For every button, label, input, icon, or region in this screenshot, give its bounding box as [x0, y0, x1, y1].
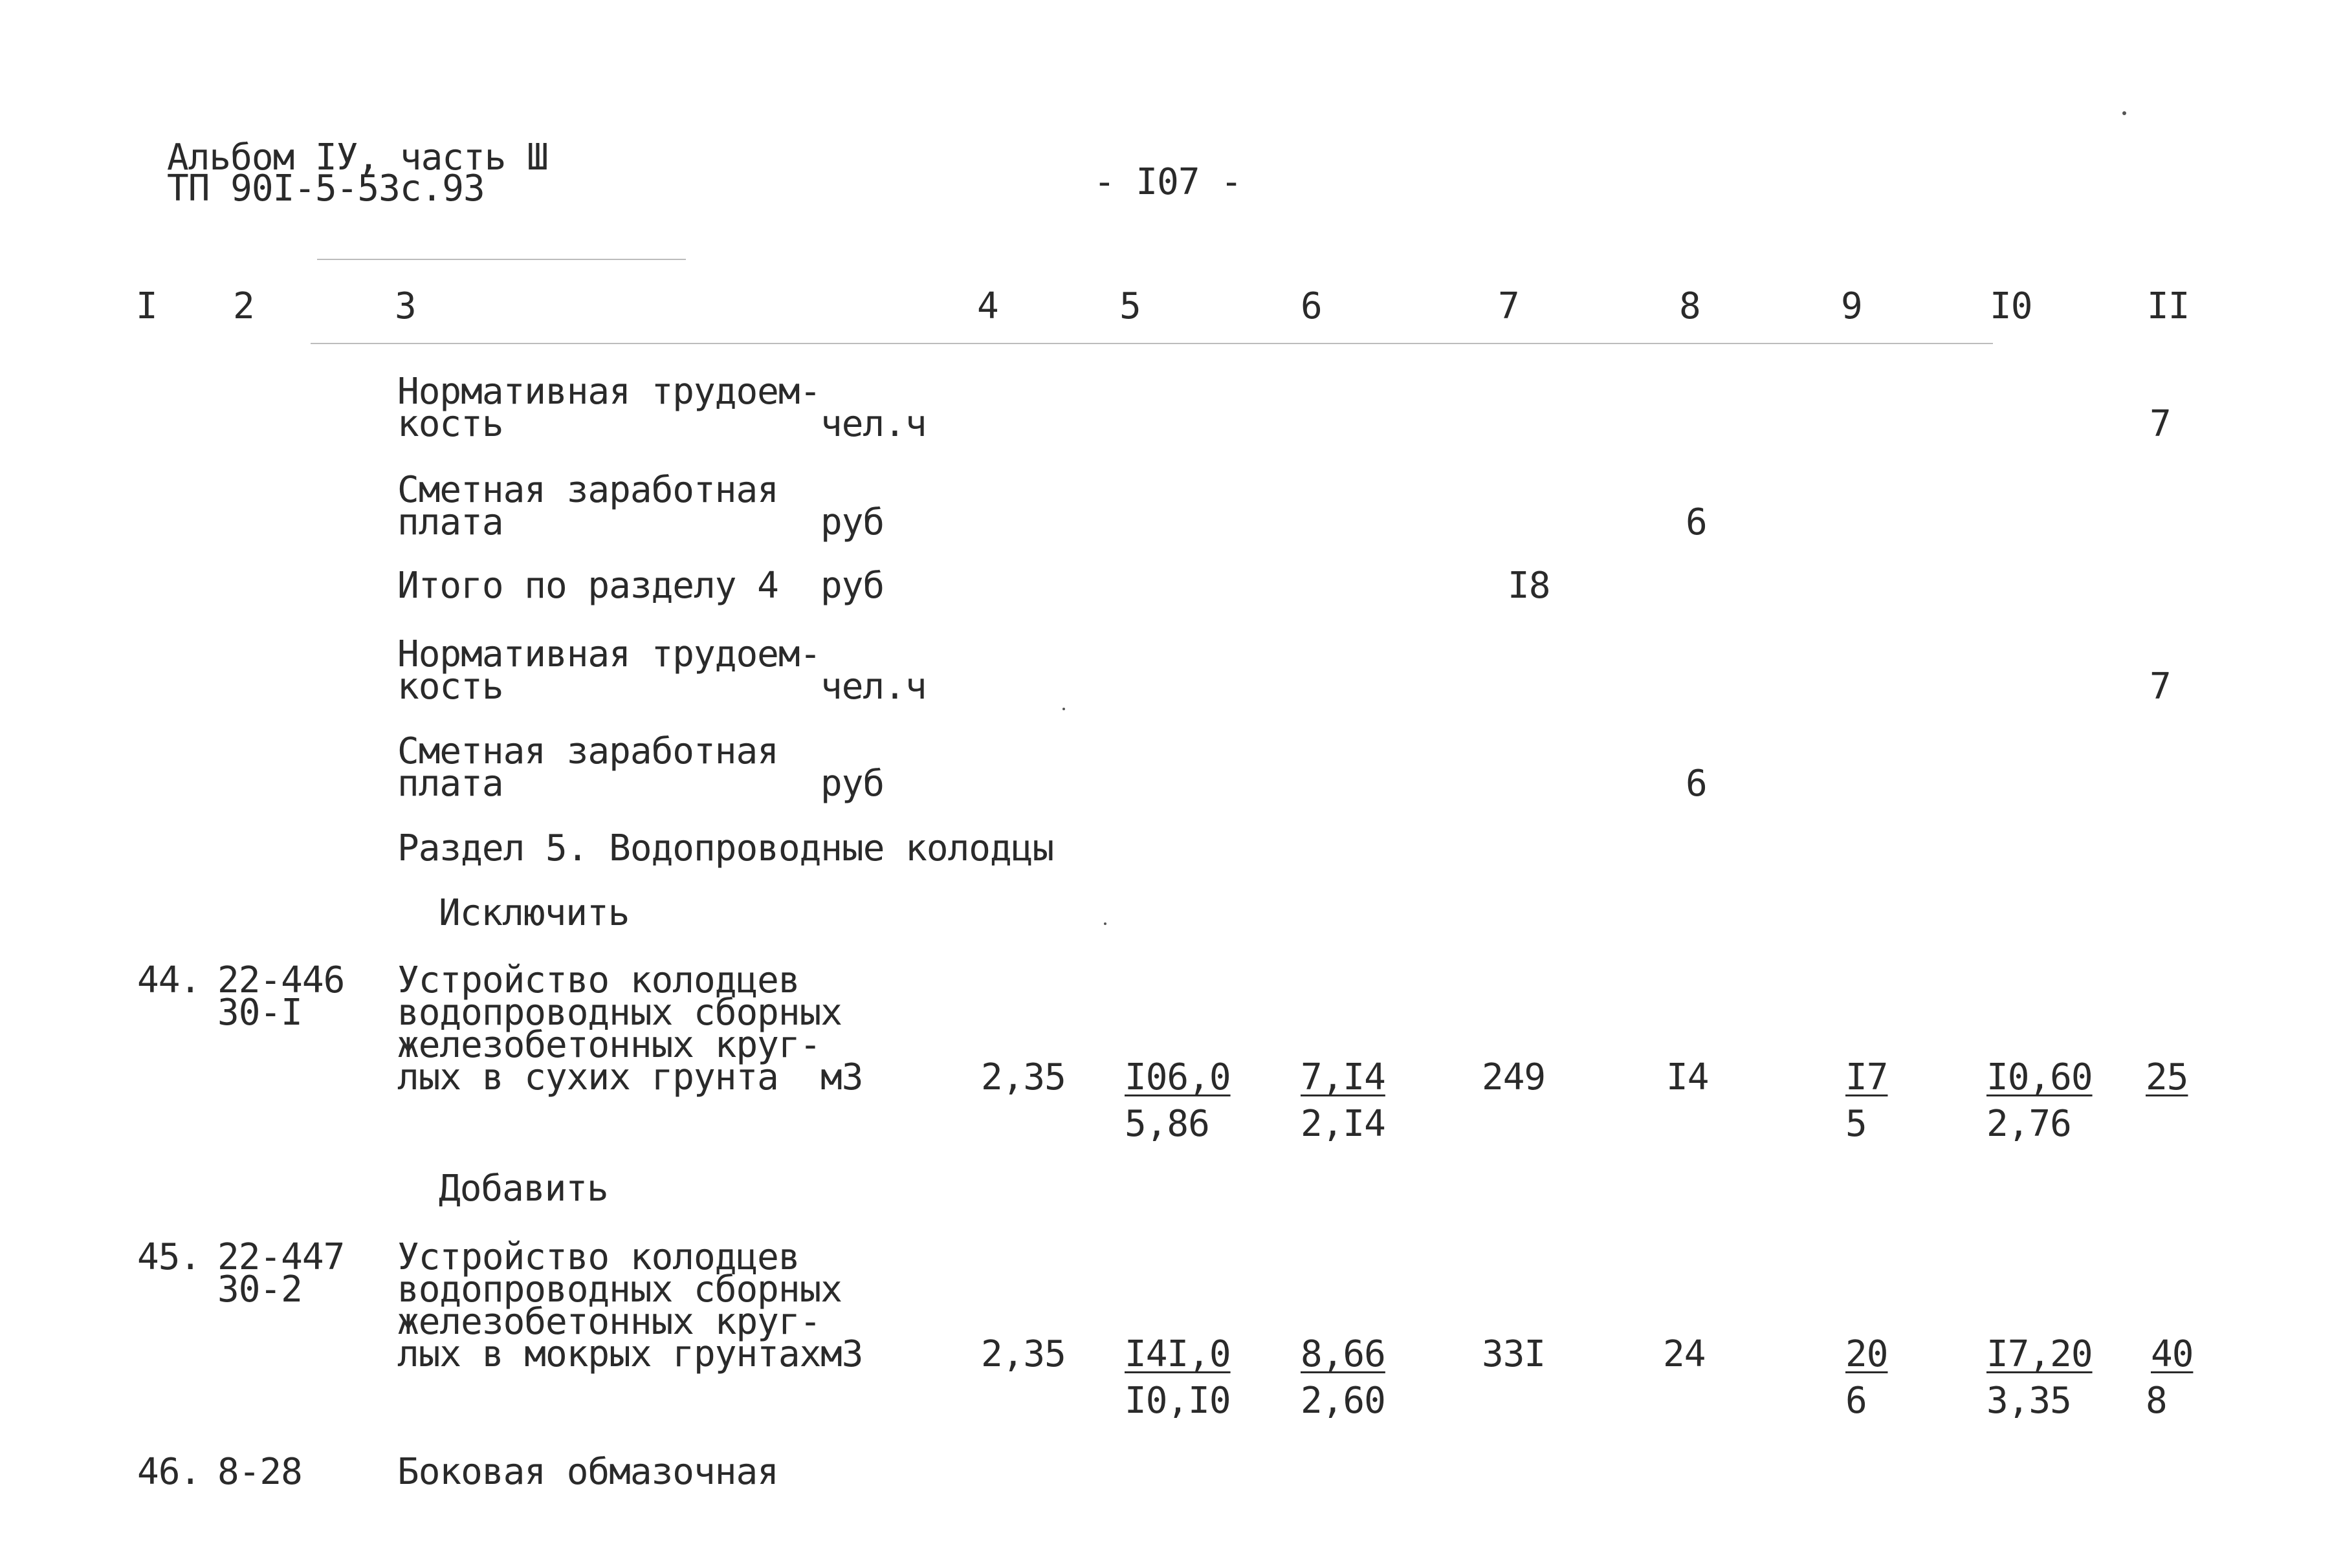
- row44-col7: 249: [1482, 1056, 1546, 1098]
- row44-col4: 2,35: [981, 1056, 1066, 1098]
- album-line: Альбом IУ, часть Ш: [167, 136, 548, 179]
- col-header-8: 8: [1679, 285, 1700, 327]
- col-header-3: 3: [395, 285, 416, 327]
- row44-col6-top: 7,I4: [1301, 1056, 1385, 1098]
- row44-col5-bottom: 5,86: [1125, 1103, 1209, 1145]
- header-rule-bottom: [311, 343, 1993, 344]
- row-labor2-name-1: Нормативная трудоем-: [397, 633, 821, 675]
- row-wages2-name-2: плата: [397, 763, 503, 805]
- row46-name: Боковая обмазочная: [397, 1451, 778, 1493]
- row-total-name: Итого по разделу 4: [397, 565, 778, 607]
- row45-col9-bottom: 6: [1845, 1380, 1867, 1422]
- row-wages2-name-1: Сметная заработная: [397, 730, 778, 772]
- row45-code-1: 22-447: [217, 1236, 345, 1278]
- row44-number: 44.: [137, 959, 201, 1001]
- row-wages-name-2: плата: [397, 501, 503, 543]
- row-labor-col11: 7: [2150, 403, 2171, 445]
- row44-col5-top: I06,0: [1125, 1056, 1231, 1098]
- row-total-col7: I8: [1508, 565, 1550, 607]
- row45-col8: 24: [1663, 1333, 1706, 1375]
- row45-col5-bottom: I0,I0: [1125, 1380, 1231, 1422]
- row-wages2-unit: руб: [820, 763, 885, 805]
- row-labor-name-1: Нормативная трудоем-: [397, 371, 821, 413]
- row-labor2-unit: чел.ч: [820, 666, 927, 708]
- col-header-4: 4: [977, 285, 998, 327]
- row44-code-2: 30-I: [217, 992, 302, 1034]
- scan-speck-3: [1104, 922, 1106, 925]
- row46-code: 8-28: [217, 1451, 302, 1493]
- row45-name-4: лых в мокрых грунтах: [397, 1333, 821, 1375]
- section-title: Раздел 5. Водопроводные колодцы: [397, 827, 1054, 869]
- row-wages2-col8: 6: [1686, 763, 1707, 805]
- row-total-unit: руб: [820, 565, 885, 607]
- row45-col11-bottom: 8: [2146, 1380, 2167, 1422]
- col-header-7: 7: [1498, 285, 1519, 327]
- row-wages-col8: 6: [1686, 501, 1707, 543]
- col-header-6: 6: [1301, 285, 1322, 327]
- row44-name-2: водопроводных сборных: [397, 992, 842, 1034]
- row44-col8: I4: [1666, 1056, 1709, 1098]
- row44-col6-bottom: 2,I4: [1301, 1103, 1385, 1145]
- row44-col10-top: I0,60: [1986, 1056, 2093, 1098]
- row45-number: 45.: [137, 1236, 201, 1278]
- row-labor-unit: чел.ч: [820, 403, 927, 445]
- row45-code-2: 30-2: [217, 1269, 302, 1311]
- header-rule-top: [317, 259, 686, 260]
- row44-name-3: железобетонных круг-: [397, 1024, 821, 1066]
- project-line: ТП 90I-5-53с.93: [167, 168, 485, 210]
- row44-col10-bottom: 2,76: [1986, 1103, 2071, 1145]
- col-header-11: II: [2147, 285, 2190, 327]
- row45-col11-top: 40: [2151, 1333, 2194, 1375]
- row44-code-1: 22-446: [217, 959, 345, 1001]
- row44-col9-top: I7: [1845, 1056, 1888, 1098]
- scan-speck: [2122, 111, 2126, 115]
- row45-col6-bottom: 2,60: [1301, 1380, 1385, 1422]
- row44-col9-bottom: 5: [1845, 1103, 1867, 1145]
- row44-unit: м3: [820, 1056, 863, 1098]
- row45-name-2: водопроводных сборных: [397, 1269, 842, 1311]
- row45-col10-bottom: 3,35: [1986, 1380, 2071, 1422]
- row45-col9-top: 20: [1845, 1333, 1888, 1375]
- col-header-5: 5: [1119, 285, 1141, 327]
- page-number: - I07 -: [1094, 161, 1242, 203]
- row-labor2-name-2: кость: [397, 666, 503, 708]
- add-label: Добавить: [439, 1168, 608, 1210]
- col-header-10: I0: [1990, 285, 2032, 327]
- col-header-9: 9: [1841, 285, 1862, 327]
- row45-col5-top: I4I,0: [1125, 1333, 1231, 1375]
- row45-col10-top: I7,20: [1986, 1333, 2093, 1375]
- row45-col6-top: 8,66: [1301, 1333, 1385, 1375]
- scan-speck-2: [1062, 708, 1065, 710]
- row45-col7: 33I: [1482, 1333, 1546, 1375]
- row-wages-name-1: Сметная заработная: [397, 469, 778, 511]
- row44-col11-top: 25: [2146, 1056, 2188, 1098]
- row46-number: 46.: [137, 1451, 201, 1493]
- col-header-1: I: [136, 285, 157, 327]
- col-header-2: 2: [233, 285, 254, 327]
- row-labor-name-2: кость: [397, 403, 503, 445]
- row45-unit: м3: [820, 1333, 863, 1375]
- row-labor2-col11: 7: [2150, 666, 2171, 708]
- row45-col4: 2,35: [981, 1333, 1066, 1375]
- row45-name-3: железобетонных круг-: [397, 1301, 821, 1343]
- row-wages-unit: руб: [820, 501, 885, 543]
- row44-name-4: лых в сухих грунта: [397, 1056, 778, 1098]
- row44-name-1: Устройство колодцев: [397, 959, 800, 1001]
- row45-name-1: Устройство колодцев: [397, 1236, 800, 1278]
- exclude-label: Исключить: [439, 892, 630, 934]
